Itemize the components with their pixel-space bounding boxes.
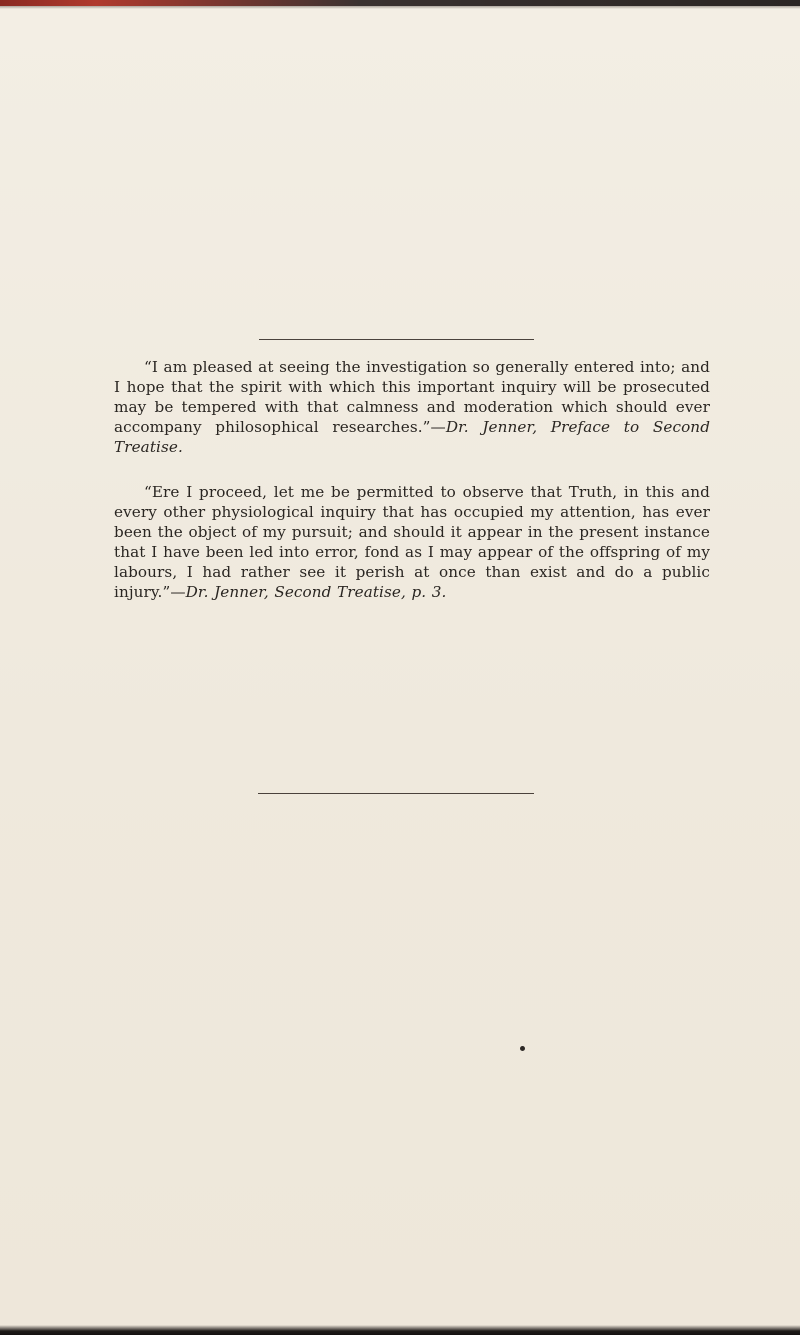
scan-bottom-edge [0, 1325, 800, 1335]
epigraph-quote-truth [114, 482, 710, 602]
quote-author: Dr. Jenner, [445, 418, 538, 436]
bottom-rule [258, 793, 534, 794]
quote-text: “I am pleased at seeing the investigation so generally entered into; and I hope that the spirit with which this important inquiry will be prosecuted may be tempered with that calmness and moderation which should ever accompany philosophical researches.”— [114, 358, 710, 436]
top-rule [259, 339, 534, 340]
epigraph-quote-preface [114, 357, 710, 457]
scan-top-shadow [0, 6, 800, 9]
quote-text: “Ere I proceed, let me be permitted to observe that Truth, in this and every other physiological inquiry that has occupied my attention, has ever been the object of my pursuit; and should it appear in the present instance that I have been led into error, fond as I may appear of the offspring of my labours, I had rather see it perish at once than exist and do a public injury.”— [114, 483, 710, 601]
quote-source: Second Treatise, p. 3. [274, 583, 447, 601]
epigraph-paragraph [114, 482, 710, 602]
quote-author: Dr. Jenner, [185, 583, 269, 601]
quote-source: Preface to Second Treatise. [114, 418, 711, 456]
epigraph-paragraph [114, 357, 710, 457]
ink-speck [520, 1046, 525, 1051]
